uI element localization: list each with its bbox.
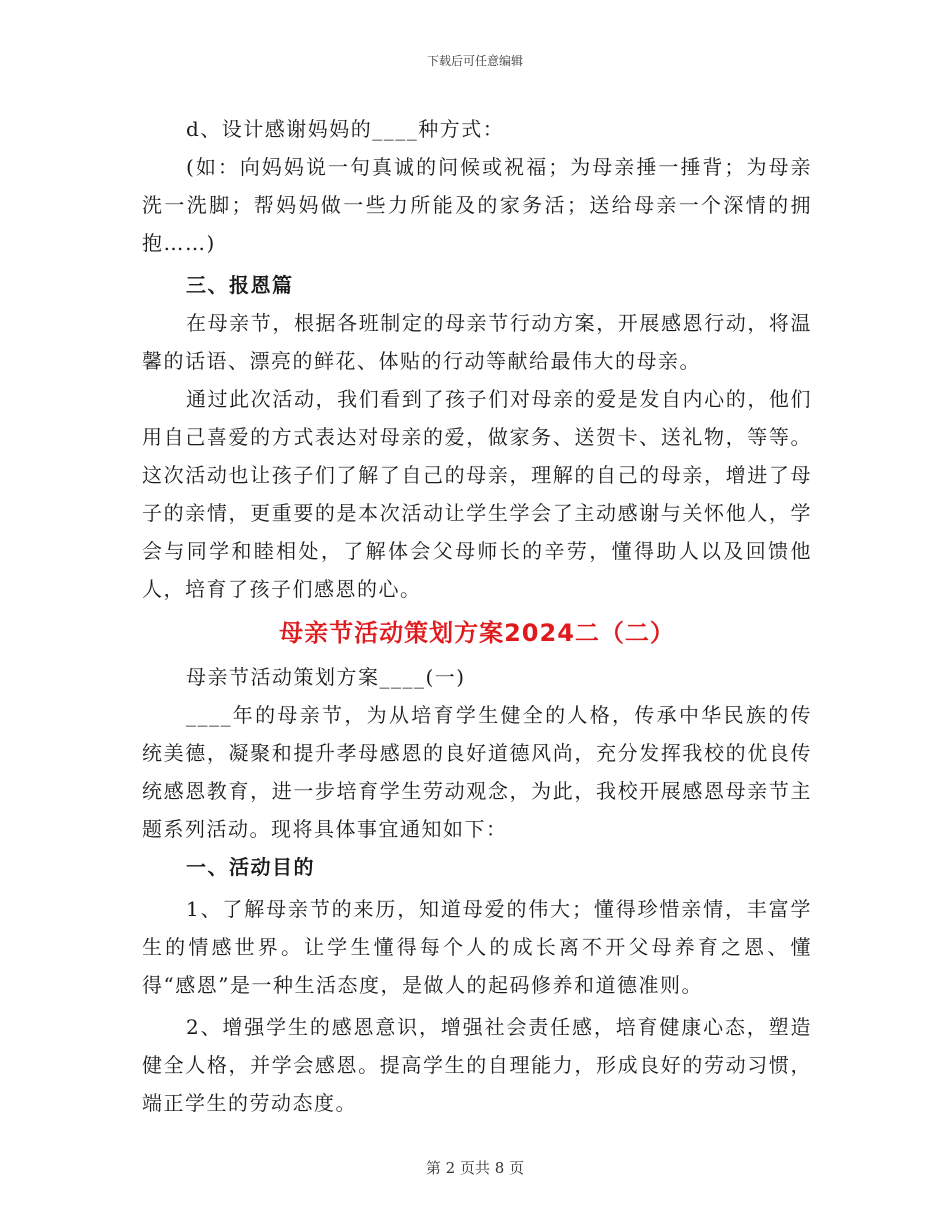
paragraph-activity-summary: 通过此次活动，我们看到了孩子们对母亲的爱是发自内心的，他们用自己喜爱的方式表达对母亲的爱，做家务、送贺卡、送礼物，等等。这次活动也让孩子们了解了自己的母亲，理解的自己的母亲，增进了母子的亲情，更重要的是本次活动让学生学会了主动感谢与关怀他人，学会与同学和睦相处，了解体会父母师长的辛劳，懂得助人以及回馈他人，培育了孩子们感恩的心。	[142, 387, 812, 601]
paragraph-examples: (如：向妈妈说一句真诚的问候或祝福；为母亲捶一捶背；为母亲洗一洗脚；帮妈妈做一些力所能及的家务活；送给母亲一个深情的拥抱……)	[142, 155, 812, 255]
paragraph-intro: ____年的母亲节，为从培育学生健全的人格，传承中华民族的传统美德，凝聚和提升孝母感恩的良好道德风尚，充分发挥我校的优良传统感恩教育，进一步培育学生劳动观念，为此，我校开展感恩母亲节主题系列活动。现将具体事宜通知如下：	[142, 703, 812, 841]
paragraph-design-ways: d、设计感谢妈妈的____种方式：	[186, 117, 505, 141]
paragraph-goal-2: 2、增强学生的感恩意识，增强社会责任感，培育健康心态，塑造健全人格，并学会感恩。提高学生的自理能力，形成良好的劳动习惯，端正学生的劳动态度。	[142, 1015, 812, 1115]
paragraph-goal-1: 1、了解母亲节的来历，知道母爱的伟大；懂得珍惜亲情，丰富学生的情感世界。让学生懂得每个人的成长离不开父母养育之恩、懂得“感恩”是一种生活态度，是做人的起码修养和道德准则。	[142, 897, 812, 997]
page-header-note: 下载后可任意编辑	[426, 54, 523, 68]
paragraph-mothers-day-action: 在母亲节，根据各班制定的母亲节行动方案，开展感恩行动，将温馨的话语、漂亮的鲜花、体贴的行动等献给最伟大的母亲。	[142, 311, 812, 373]
document-body	[142, 110, 812, 1122]
heading-bao-en: 三、报恩篇	[186, 273, 294, 297]
page-footer-number: 第 2 页共 8 页	[425, 1159, 525, 1177]
paragraph-plan-subtitle: 母亲节活动策划方案____(一)	[186, 665, 466, 689]
section-title: 母亲节活动策划方案2024二（二）	[279, 619, 675, 647]
heading-activity-goal: 一、活动目的	[186, 855, 315, 879]
